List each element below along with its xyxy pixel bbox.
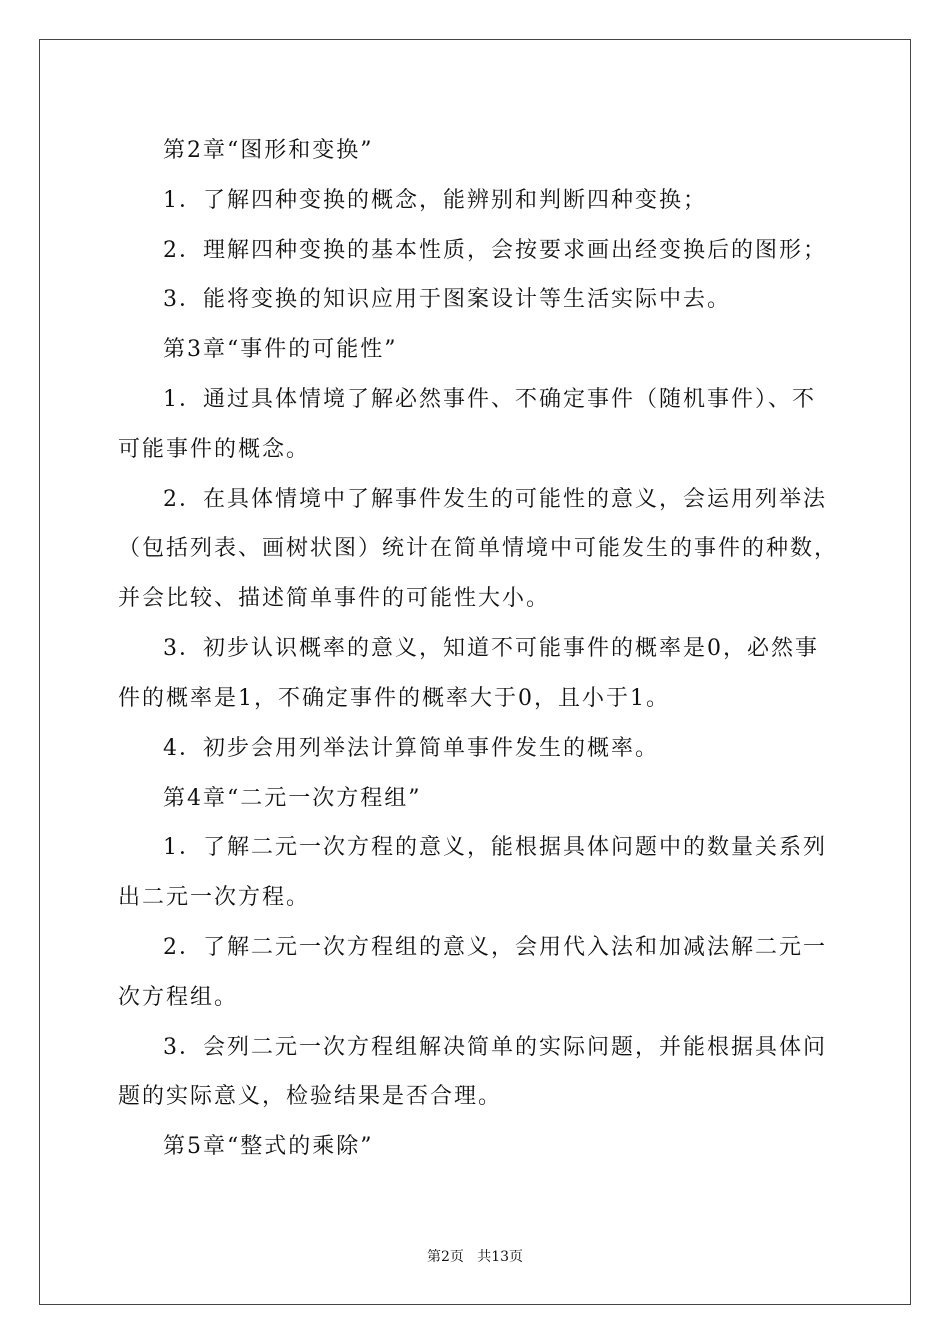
page-border (39, 39, 911, 1305)
paragraph-line: （包括列表、画树状图）统计在简单情境中可能发生的事件的种数， (118, 536, 839, 561)
paragraph-line: 3．会列二元一次方程组解决简单的实际问题，并能根据具体问 (163, 1035, 827, 1060)
paragraph-line: 2．理解四种变换的基本性质，会按要求画出经变换后的图形； (163, 238, 827, 263)
paragraph-line: 并会比较、描述简单事件的可能性大小。 (118, 586, 551, 611)
paragraph-line: 3．能将变换的知识应用于图案设计等生活实际中去。 (163, 287, 731, 312)
paragraph-line: 4．初步会用列举法计算简单事件发生的概率。 (163, 736, 659, 761)
paragraph-line: 2．了解二元一次方程组的意义，会用代入法和加减法解二元一 (163, 935, 827, 960)
paragraph-line: 1．了解二元一次方程的意义，能根据具体问题中的数量关系列 (163, 835, 827, 860)
paragraph-line: 次方程组。 (118, 985, 239, 1010)
paragraph-line: 可能事件的概念。 (118, 437, 311, 462)
paragraph-line: 3．初步认识概率的意义，知道不可能事件的概率是0，必然事 (163, 636, 819, 661)
paragraph-line: 1．了解四种变换的概念，能辨别和判断四种变换； (163, 188, 707, 213)
chapter-heading: 第4章“二元一次方程组” (163, 786, 422, 811)
chapter-heading: 第5章“整式的乘除” (163, 1134, 374, 1159)
page-number-footer: 第2页 共13页 (426, 1249, 524, 1265)
paragraph-line: 题的实际意义，检验结果是否合理。 (118, 1084, 503, 1109)
chapter-heading: 第3章“事件的可能性” (163, 337, 398, 362)
paragraph-line: 件的概率是1，不确定事件的概率大于0，且小于1。 (118, 686, 670, 711)
chapter-heading: 第2章“图形和变换” (163, 138, 374, 163)
paragraph-line: 出二元一次方程。 (118, 885, 311, 910)
paragraph-line: 1．通过具体情境了解必然事件、不确定事件（随机事件）、不 (163, 387, 816, 412)
paragraph-line: 2．在具体情境中了解事件发生的可能性的意义，会运用列举法 (163, 487, 827, 512)
